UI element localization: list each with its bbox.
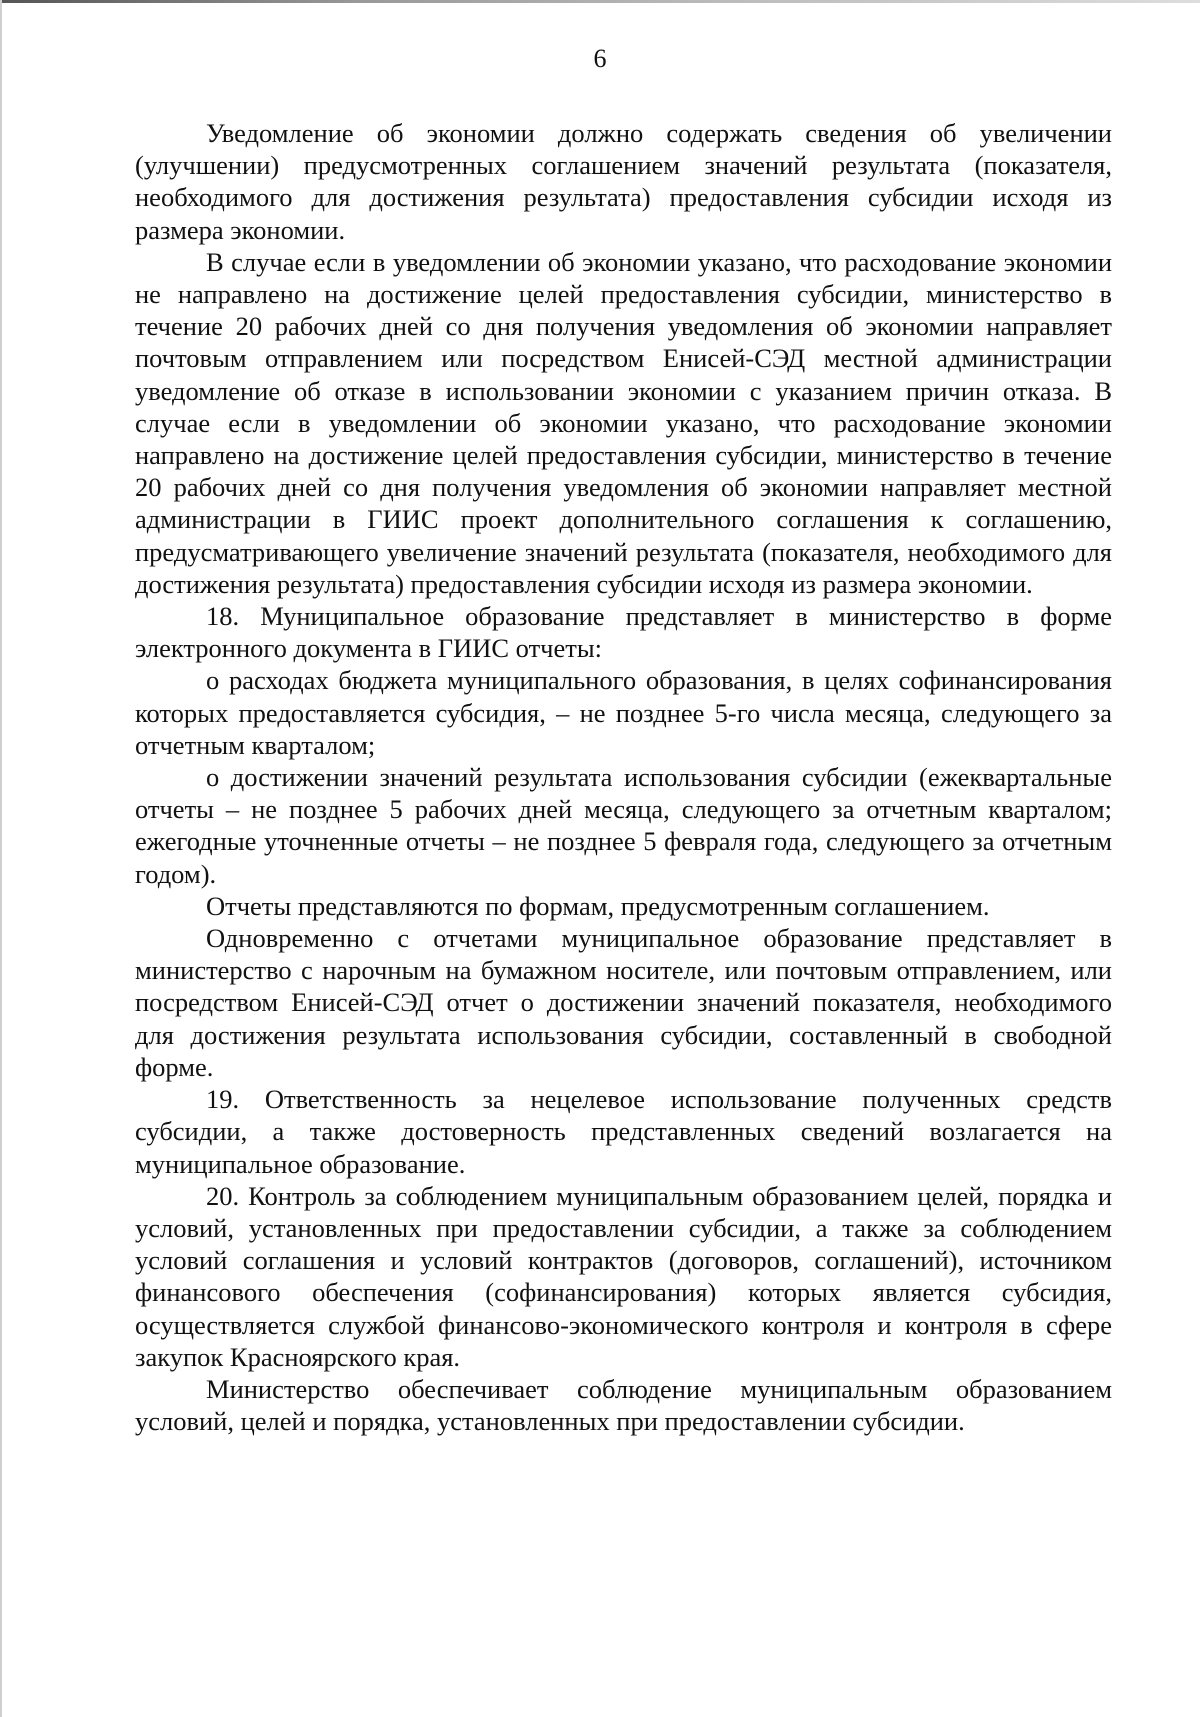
paragraph-savings-notice-content: Уведомление об экономии должно содержать сведения об увеличении (улучшении) предусмотренных соглашением значений результата (показателя, необходимого для достижения результата) предоставления субсидии исходя из размера экономии. bbox=[135, 118, 1112, 245]
paragraph-paper-report: Одновременно с отчетами муниципальное образование представляет в министерство с нарочным на бумажном носителе, или почтовым отправлением, или посредством Енисей-СЭД отчет о достижении значений показателя, необходимого для достижения результата использования субсидии, составленный в свободной форме. bbox=[135, 923, 1112, 1082]
paragraph-item-19: 19. Ответственность за нецелевое использование полученных средств субсидии, а также достоверность представленных сведений возлагается на муниципальное образование. bbox=[135, 1084, 1112, 1179]
scan-edge-left bbox=[0, 0, 2, 1717]
page-number: 6 bbox=[593, 44, 607, 73]
paragraph-item-18: 18. Муниципальное образование представляет в министерство в форме электронного документа в ГИИС отчеты: bbox=[135, 601, 1112, 664]
paragraph-savings-refusal: В случае если в уведомлении об экономии указано, что расходование экономии не направлено на достижение целей предоставления субсидии, министерство в течение 20 рабочих дней со дня получения уведомления об экономии направляет почтовым отправлением или посредством Енисей-СЭД местной администрации уведомление об отказе в использовании экономии с указанием причин отказа. В случае если в уведомлении об экономии указано, что расходование экономии направлено на достижение целей предоставления субсидии, министерство в течение 20 рабочих дней со дня получения уведомления об экономии направляет местной администрации в ГИИС проект дополнительного соглашения к соглашению, предусматривающего увеличение значений результата (показателя, необходимого для достижения результата) предоставления субсидии исходя из размера экономии. bbox=[135, 246, 1112, 599]
paragraph-budget-expenses-report: о расходах бюджета муниципального образования, в целях софинансирования которых предоставляется субсидия, – не позднее 5-го числа месяца, следующего за отчетным кварталом; bbox=[135, 665, 1112, 760]
document-body bbox=[135, 117, 1112, 1437]
paragraph-ministry-compliance: Министерство обеспечивает соблюдение муниципальным образованием условий, целей и порядка, установленных при предоставлении субсидии. bbox=[135, 1373, 1112, 1437]
scan-edge-top bbox=[0, 0, 1200, 3]
paragraph-results-report: о достижении значений результата использования субсидии (ежеквартальные отчеты – не позднее 5 рабочих дней месяца, следующего за отчетным кварталом; ежегодные уточненные отчеты – не позднее 5 февраля года, следующего за отчетным годом). bbox=[135, 762, 1112, 889]
paragraph-item-20: 20. Контроль за соблюдением муниципальным образованием целей, порядка и условий, установленных при предоставлении субсидии, а также за соблюдением условий соглашения и условий контрактов (договоров, соглашений), источником финансового обеспечения (софинансирования) которых является субсидия, осуществляется службой финансово-экономического контроля и контроля в сфере закупок Красноярского края. bbox=[135, 1180, 1112, 1372]
paragraph-report-forms: Отчеты представляются по формам, предусмотренным соглашением. bbox=[206, 890, 990, 921]
